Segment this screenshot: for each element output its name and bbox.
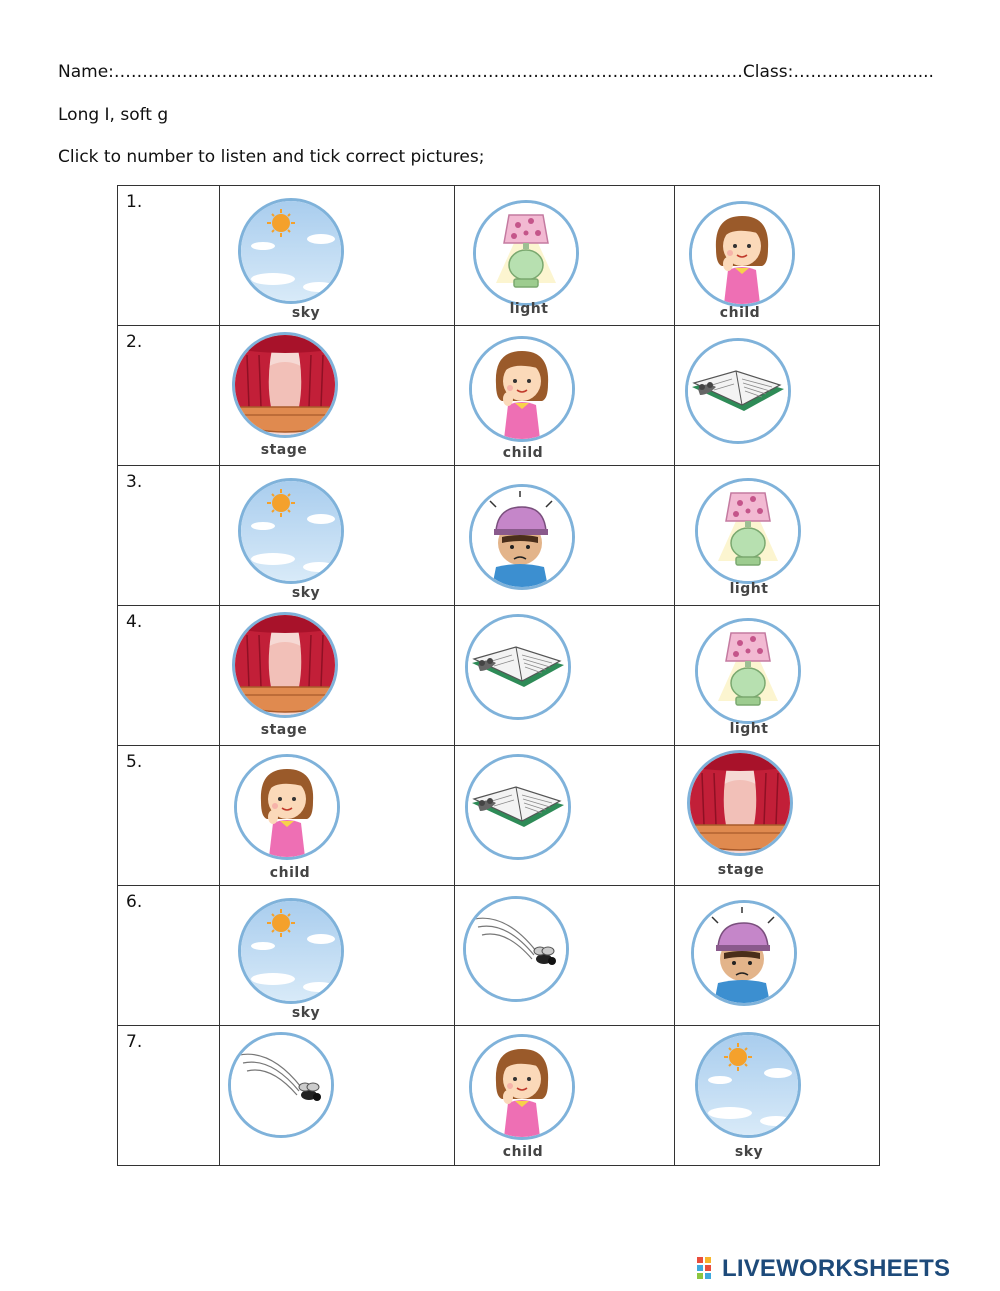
- light-icon[interactable]: [695, 618, 801, 724]
- picture-label: sky: [291, 1005, 321, 1021]
- number-cell: [118, 606, 220, 746]
- number-cell: [118, 1026, 220, 1166]
- listen-number-button[interactable]: 1.: [126, 192, 143, 212]
- picture-choice-cell[interactable]: [220, 886, 455, 1026]
- sky-icon[interactable]: [238, 898, 344, 1004]
- boy-helmet-icon[interactable]: [469, 484, 575, 590]
- picture-label: light: [729, 721, 769, 737]
- light-icon[interactable]: [473, 200, 579, 306]
- number-cell: [118, 466, 220, 606]
- instruction-text: Click to number to listen and tick correct pictures;: [58, 147, 485, 167]
- exercise-row: [118, 746, 880, 886]
- stage-icon[interactable]: [687, 750, 793, 856]
- name-class-line: Name:…………………………………………………………………………………………………Class:…………………....: [58, 62, 934, 82]
- picture-label: sky: [291, 305, 321, 321]
- stage-icon[interactable]: [232, 612, 338, 718]
- exercise-row: [118, 466, 880, 606]
- picture-choice-cell[interactable]: [675, 886, 880, 1026]
- picture-choice-cell[interactable]: [675, 466, 880, 606]
- picture-choice-cell[interactable]: [675, 746, 880, 886]
- liveworksheets-mark-icon: [697, 1257, 719, 1279]
- child-icon[interactable]: [234, 754, 340, 860]
- picture-label: child: [719, 305, 761, 321]
- picture-label: stage: [260, 442, 308, 458]
- light-icon[interactable]: [695, 478, 801, 584]
- child-icon[interactable]: [469, 1034, 575, 1140]
- number-cell: [118, 746, 220, 886]
- picture-choice-cell[interactable]: [220, 466, 455, 606]
- sky-icon[interactable]: [695, 1032, 801, 1138]
- listen-number-button[interactable]: 4.: [126, 612, 143, 632]
- picture-choice-cell[interactable]: [455, 466, 675, 606]
- listen-number-button[interactable]: 7.: [126, 1032, 143, 1052]
- book-icon[interactable]: [465, 614, 571, 720]
- picture-choice-cell[interactable]: [220, 1026, 455, 1166]
- listen-number-button[interactable]: 5.: [126, 752, 143, 772]
- picture-label: light: [509, 301, 549, 317]
- number-cell: [118, 186, 220, 326]
- picture-choice-cell[interactable]: [675, 606, 880, 746]
- listen-number-button[interactable]: 2.: [126, 332, 143, 352]
- fly-icon[interactable]: [463, 896, 569, 1002]
- picture-choice-cell[interactable]: [675, 326, 880, 466]
- book-icon[interactable]: [465, 754, 571, 860]
- listen-number-button[interactable]: 6.: [126, 892, 143, 912]
- stage-icon[interactable]: [232, 332, 338, 438]
- boy-helmet-icon[interactable]: [691, 900, 797, 1006]
- picture-choice-cell[interactable]: [455, 886, 675, 1026]
- worksheet-subtitle: Long I, soft g: [58, 105, 169, 125]
- picture-choice-cell[interactable]: [455, 606, 675, 746]
- picture-label: child: [502, 1144, 544, 1160]
- picture-choice-cell[interactable]: [675, 1026, 880, 1166]
- picture-choice-cell[interactable]: [455, 326, 675, 466]
- child-icon[interactable]: [469, 336, 575, 442]
- picture-choice-cell[interactable]: [220, 326, 455, 466]
- brand-text: LIVEWORKSHEETS: [722, 1255, 951, 1282]
- picture-choice-cell[interactable]: [455, 1026, 675, 1166]
- picture-label: stage: [717, 862, 765, 878]
- picture-choice-cell[interactable]: [455, 746, 675, 886]
- child-icon[interactable]: [689, 201, 795, 307]
- exercise-table: [117, 185, 880, 1166]
- number-cell: [118, 326, 220, 466]
- exercise-row: [118, 606, 880, 746]
- picture-label: sky: [291, 585, 321, 601]
- number-cell: [118, 886, 220, 1026]
- picture-choice-cell[interactable]: [675, 186, 880, 326]
- picture-label: light: [729, 581, 769, 597]
- sky-icon[interactable]: [238, 478, 344, 584]
- picture-choice-cell[interactable]: [220, 746, 455, 886]
- exercise-row: [118, 186, 880, 326]
- picture-choice-cell[interactable]: [220, 186, 455, 326]
- picture-label: child: [502, 445, 544, 461]
- picture-label: sky: [734, 1144, 764, 1160]
- exercise-row: [118, 886, 880, 1026]
- picture-choice-cell[interactable]: [455, 186, 675, 326]
- picture-choice-cell[interactable]: [220, 606, 455, 746]
- book-icon[interactable]: [685, 338, 791, 444]
- listen-number-button[interactable]: 3.: [126, 472, 143, 492]
- exercise-row: [118, 1026, 880, 1166]
- picture-label: child: [269, 865, 311, 881]
- exercise-row: [118, 326, 880, 466]
- sky-icon[interactable]: [238, 198, 344, 304]
- liveworksheets-logo: [697, 1255, 950, 1283]
- picture-label: stage: [260, 722, 308, 738]
- fly-icon[interactable]: [228, 1032, 334, 1138]
